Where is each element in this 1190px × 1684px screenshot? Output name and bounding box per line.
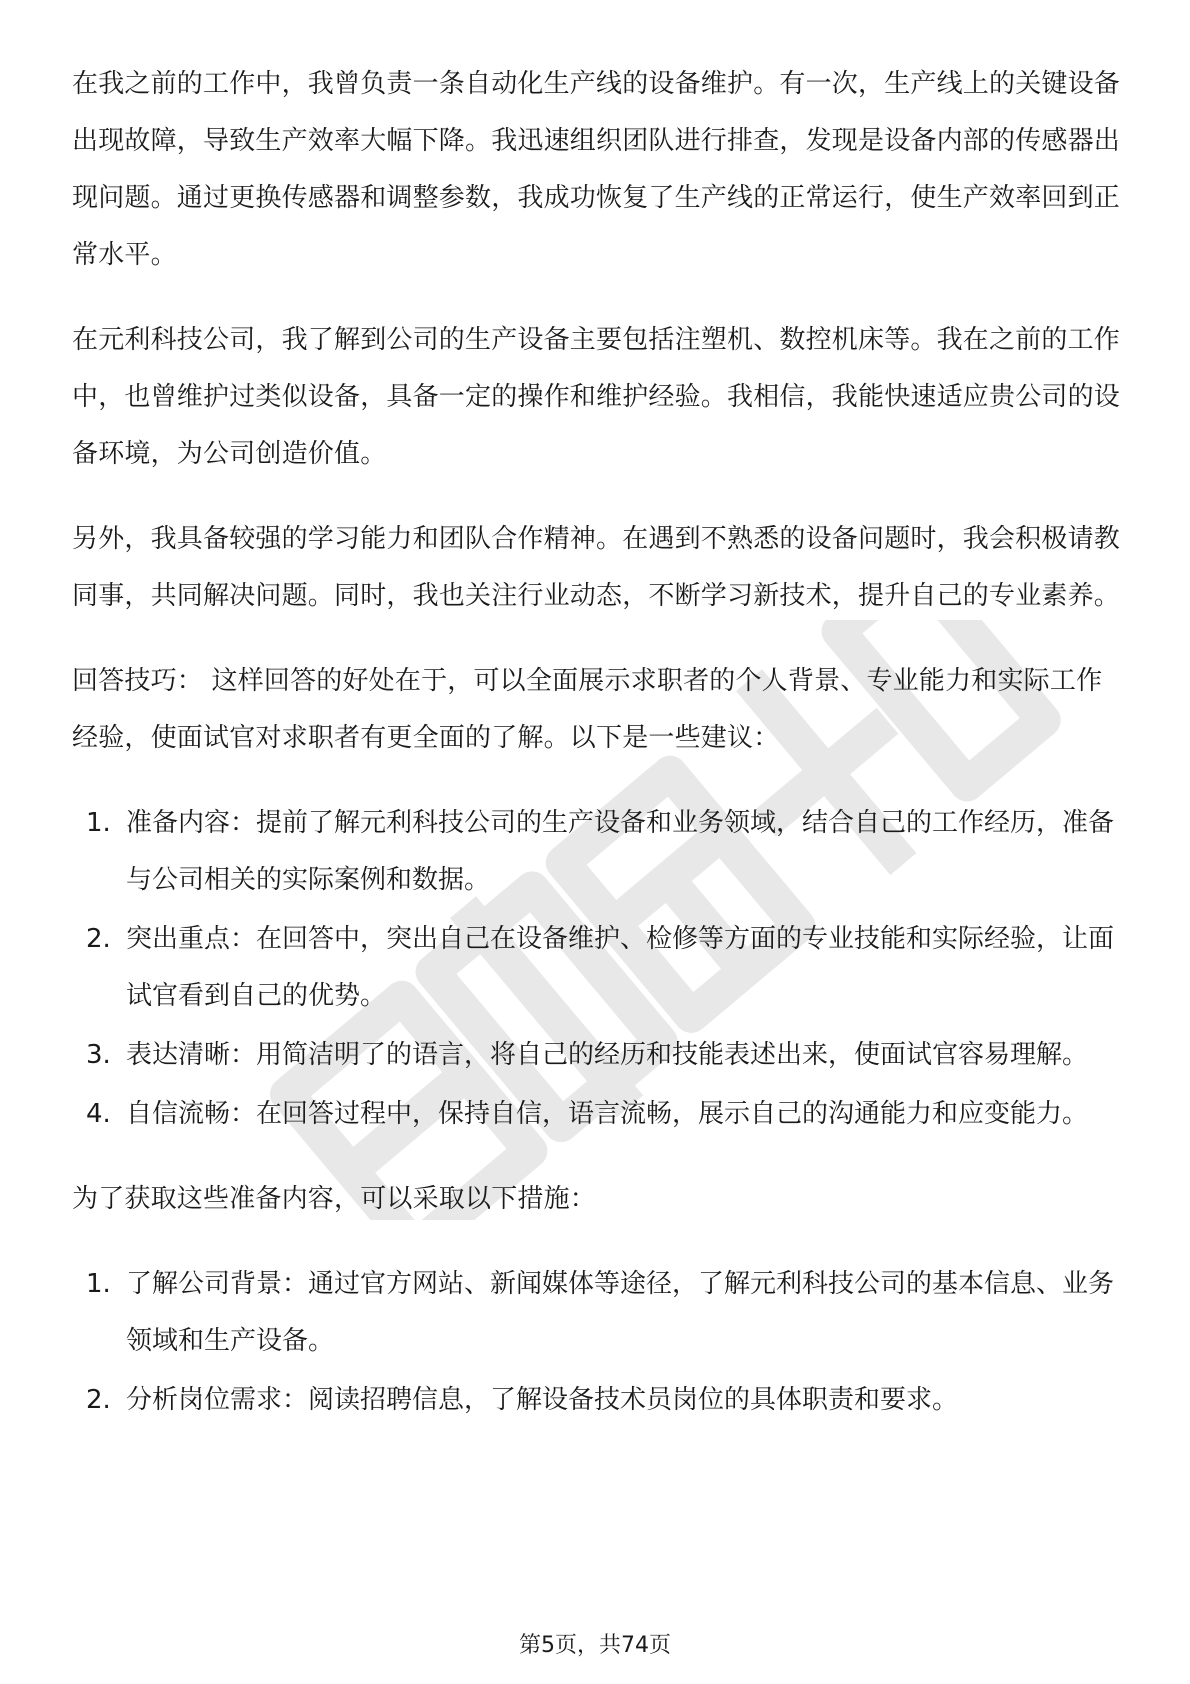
paragraph-measures-intro: 为了获取这些准备内容，可以采取以下措施：	[72, 1184, 597, 1214]
tips-list	[72, 795, 1122, 1143]
list-item	[72, 1027, 1122, 1084]
list-item-text: 准备内容：提前了解元利科技公司的生产设备和业务领域，结合自己的工作经历，准备与公司相关的实际案例和数据。	[126, 808, 1115, 895]
list-item-number: 2.	[86, 1385, 111, 1415]
list-item	[72, 795, 1122, 909]
list-item-number: 1.	[86, 1269, 111, 1299]
document-body	[72, 56, 1122, 1457]
page-number-footer: 第5页，共74页	[519, 1633, 671, 1658]
paragraph-company-equipment: 在元利科技公司，我了解到公司的生产设备主要包括注塑机、数控机床等。我在之前的工作中，也曾维护过类似设备，具备一定的操作和维护经验。我相信，我能快速适应贵公司的设备环境，为公司创造价值。	[72, 325, 1121, 469]
paragraph-experience: 在我之前的工作中，我曾负责一条自动化生产线的设备维护。有一次，生产线上的关键设备出现故障，导致生产效率大幅下降。我迅速组织团队进行排查，发现是设备内部的传感器出现问题。通过更换传感器和调整参数，我成功恢复了生产线的正常运行，使生产效率回到正常水平。	[72, 69, 1121, 270]
list-item-text: 自信流畅：在回答过程中，保持自信，语言流畅，展示自己的沟通能力和应变能力。	[126, 1099, 1089, 1129]
list-item-number: 4.	[86, 1099, 111, 1129]
paragraph-answer-tips: 回答技巧： 这样回答的好处在于，可以全面展示求职者的个人背景、专业能力和实际工作经验，使面试官对求职者有更全面的了解。以下是一些建议：	[72, 666, 1103, 753]
list-item	[72, 1086, 1122, 1143]
list-item-text: 突出重点：在回答中，突出自己在设备维护、检修等方面的专业技能和实际经验，让面试官看到自己的优势。	[126, 924, 1115, 1011]
list-item-text: 表达清晰：用简洁明了的语言，将自己的经历和技能表述出来，使面试官容易理解。	[126, 1040, 1089, 1070]
list-item-number: 1.	[86, 808, 111, 838]
list-item-number: 2.	[86, 924, 111, 954]
measures-list	[72, 1256, 1122, 1429]
list-item-text: 分析岗位需求：阅读招聘信息，了解设备技术员岗位的具体职责和要求。	[126, 1385, 959, 1415]
list-item-text: 了解公司背景：通过官方网站、新闻媒体等途径，了解元利科技公司的基本信息、业务领域和生产设备。	[126, 1269, 1115, 1356]
list-item	[72, 1372, 1122, 1429]
list-item	[72, 911, 1122, 1025]
list-item	[72, 1256, 1122, 1370]
list-item-number: 3.	[86, 1040, 111, 1070]
paragraph-learning-ability: 另外，我具备较强的学习能力和团队合作精神。在遇到不熟悉的设备问题时，我会积极请教同事，共同解决问题。同时，我也关注行业动态，不断学习新技术，提升自己的专业素养。	[72, 524, 1121, 611]
